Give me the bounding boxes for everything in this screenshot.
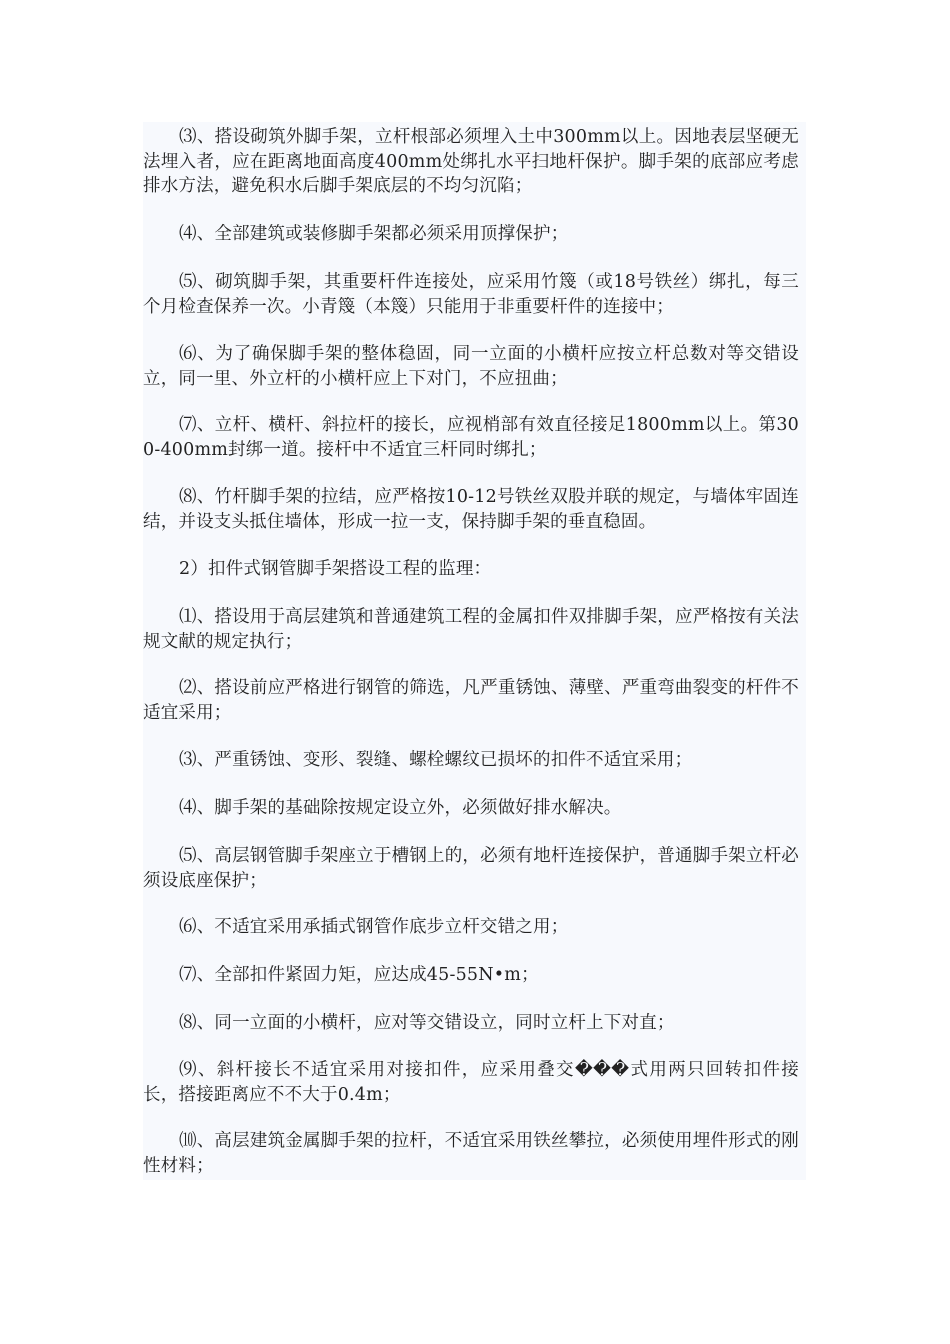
paragraph-10: ⑷、脚手架的基础除按规定设立外，必须做好排水解决。 (179, 798, 622, 818)
paragraph-7: ⑴、搭设用于高层建筑和普通建筑工程的金属扣件双排脚手架，应严格按有关法规文献的规定执行； (143, 607, 799, 652)
paragraph-4: ⑹、为了确保脚手架的整体稳固，同一立面的小横杆应按立杆总数对等交错设立，同一里、外立杆的小横杆应上下对门，不应扭曲； (143, 344, 799, 389)
paragraph-6: ⑻、竹杆脚手架的拉结，应严格按10-12号铁丝双股并联的规定，与墙体牢固连结，并设支头抵住墙体，形成一拉一支，保持脚手架的垂直稳固。 (143, 487, 799, 532)
section-heading: 2）扣件式钢管脚手架搭设工程的监理： (179, 559, 492, 579)
paragraph-16: ⑽、高层建筑金属脚手架的拉杆，不适宜采用铁丝攀拉，必须使用埋件形式的刚性材料； (143, 1131, 799, 1176)
paragraph-1: ⑶、搭设砌筑外脚手架，立杆根部必须埋入土中300mm以上。因地表层坚硬无法埋入者，应在距离地面高度400mm处绑扎水平扫地杆保护。脚手架的底部应考虑排水方法，避免积水后脚手架底层的不均匀沉陷； (143, 127, 799, 196)
paragraph-3: ⑸、砌筑脚手架，其重要杆件连接处，应采用竹篾（或18号铁丝）绑扎，每三个月检查保养一次。小青篾（本篾）只能用于非重要杆件的连接中； (143, 272, 799, 317)
paragraph-15: ⑼、斜杆接长不适宜采用对接扣件，应采用叠交���式用两只回转扣件接长，搭接距离应不不大于0.4m； (143, 1060, 799, 1105)
paragraph-9: ⑶、严重锈蚀、变形、裂缝、螺栓螺纹已损坏的扣件不适宜采用； (179, 750, 693, 770)
paragraph-13: ⑺、全部扣件紧固力矩，应达成45-55N•m； (179, 965, 539, 985)
paragraph-2: ⑷、全部建筑或装修脚手架都必须采用顶撑保护； (179, 224, 569, 244)
paragraph-8: ⑵、搭设前应严格进行钢管的筛选，凡严重锈蚀、薄壁、严重弯曲裂变的杆件不适宜采用； (143, 678, 799, 723)
paragraph-5: ⑺、立杆、横杆、斜拉杆的接长，应视梢部有效直径接足1800mm以上。第300-400mm封绑一道。接杆中不适宜三杆同时绑扎； (143, 415, 799, 460)
paragraph-11: ⑸、高层钢管脚手架座立于槽钢上的，必须有地杆连接保护，普通脚手架立杆必须设底座保护； (143, 846, 799, 891)
paragraph-12: ⑹、不适宜采用承插式钢管作底步立杆交错之用； (179, 917, 569, 937)
paragraph-14: ⑻、同一立面的小横杆，应对等交错设立，同时立杆上下对直； (179, 1013, 675, 1033)
